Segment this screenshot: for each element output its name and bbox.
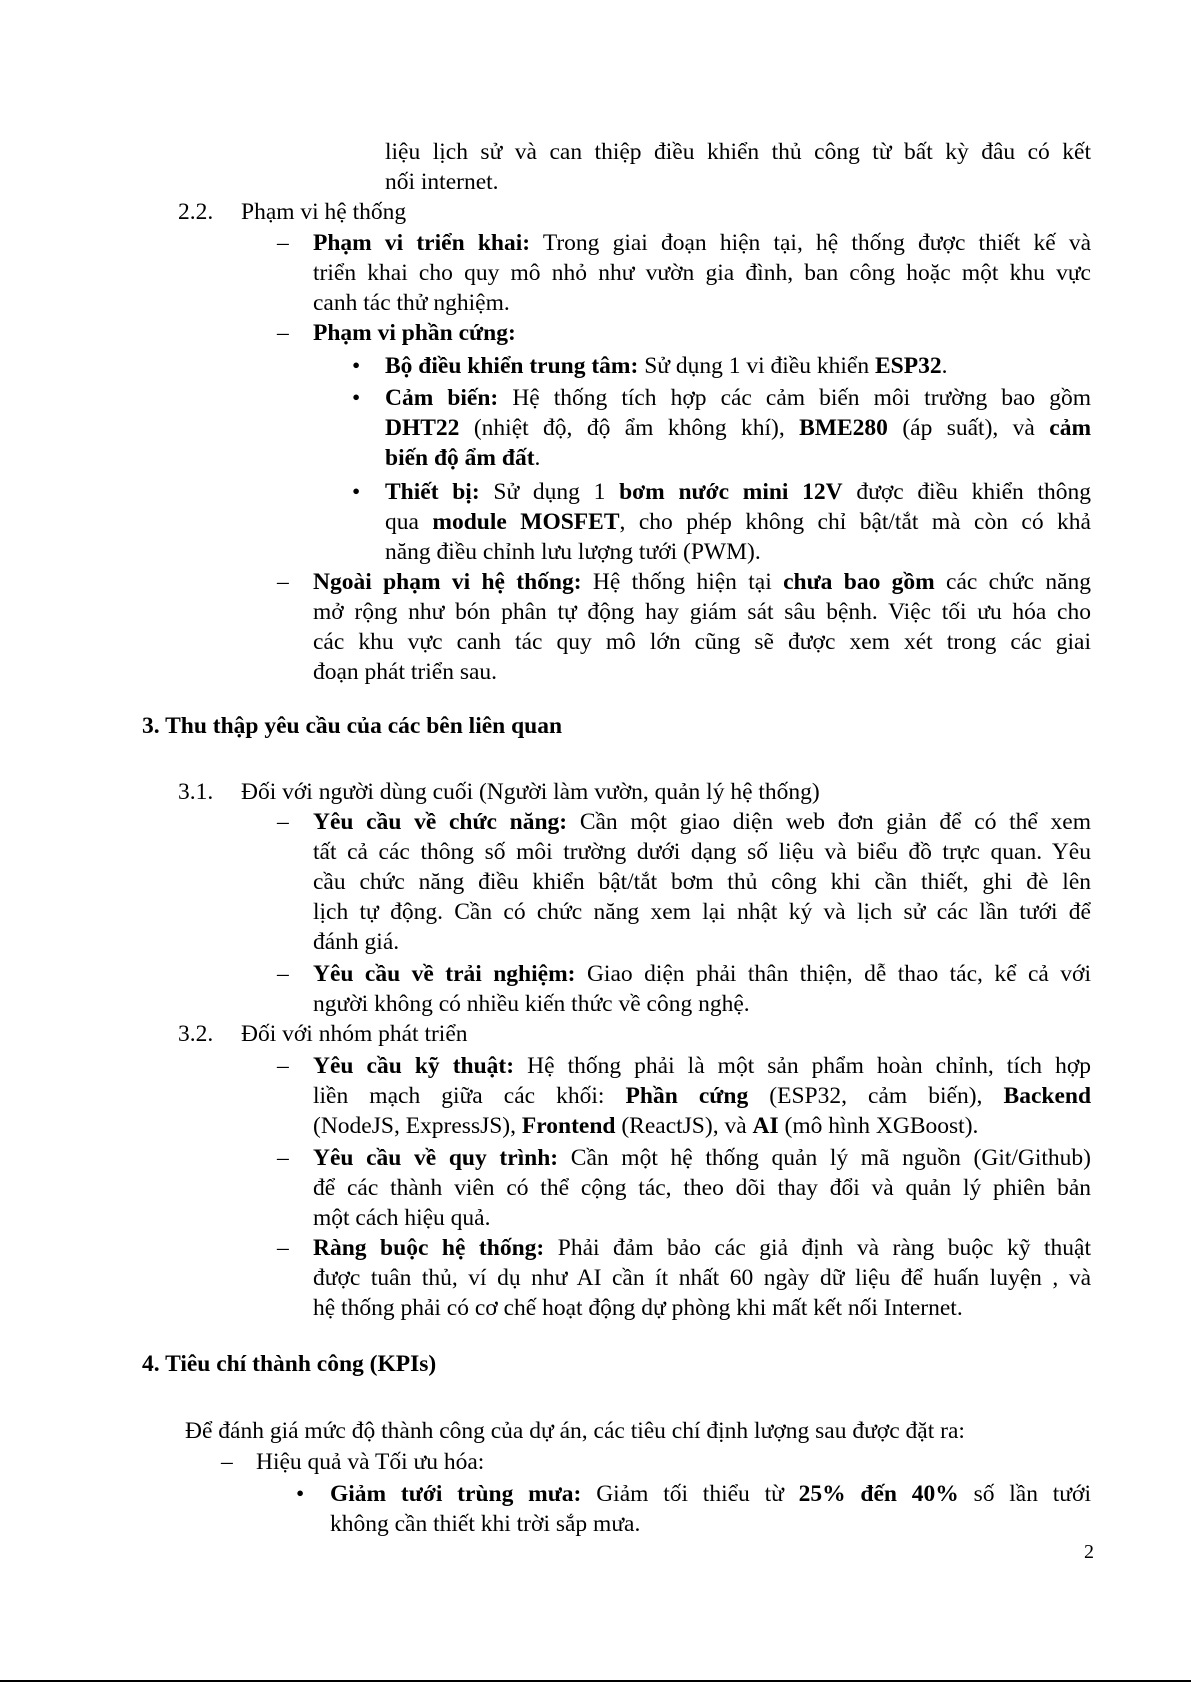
paragraph-line: người không có nhiều kiến thức về công nghệ. <box>313 991 750 1017</box>
dash-bullet: – <box>277 230 289 256</box>
section-heading-4: 4. Tiêu chí thành công (KPIs) <box>142 1351 437 1377</box>
list-item-device: Thiết bị: Sử dụng 1 bơm nước mini 12V được điều khiển thông <box>385 479 1092 505</box>
paragraph-line: được tuân thủ, ví dụ như AI cần ít nhất 60 ngày dữ liệu để huấn luyện , và <box>313 1265 1091 1291</box>
list-item-efficiency: Hiệu quả và Tối ưu hóa: <box>256 1449 485 1475</box>
list-item-rain: Giảm tưới trùng mưa: Giảm tối thiểu từ 25% đến 40% số lần tưới <box>330 1481 1092 1507</box>
paragraph-line: cầu chức năng điều khiển bật/tắt bơm thủ công khi cần thiết, ghi đè lên <box>313 869 1091 895</box>
paragraph-line: triển khai cho quy mô nhỏ như vườn gia đình, ban công hoặc một khu vực <box>313 260 1091 286</box>
paragraph-line: qua module MOSFET, cho phép không chỉ bật/tắt mà còn có khả <box>385 509 1091 535</box>
paragraph-line: đoạn phát triển sau. <box>313 659 498 685</box>
paragraph-line: hệ thống phải có cơ chế hoạt động dự phòng khi mất kết nối Internet. <box>313 1295 963 1321</box>
dash-bullet: – <box>277 961 289 987</box>
dash-bullet: – <box>277 320 289 346</box>
section-number: 3.1. <box>178 779 214 805</box>
bullet-dot: • <box>352 353 361 379</box>
list-item-deploy: Phạm vi triển khai: Trong giai đoạn hiện tại, hệ thống được thiết kế và <box>313 230 1092 256</box>
section-title: Phạm vi hệ thống <box>241 199 407 225</box>
paragraph-line: Để đánh giá mức độ thành công của dự án, các tiêu chí định lượng sau được đặt ra: <box>185 1418 965 1444</box>
dash-bullet: – <box>277 569 289 595</box>
bullet-dot: • <box>296 1481 305 1507</box>
paragraph-line: liền mạch giữa các khối: Phần cứng (ESP32, cảm biến), Backend <box>313 1083 1092 1109</box>
paragraph-line: canh tác thử nghiệm. <box>313 290 510 316</box>
paragraph-line: để các thành viên có thể cộng tác, theo dõi thay đổi và quản lý phiên bản <box>313 1175 1091 1201</box>
list-item-hardware: Phạm vi phần cứng: <box>313 320 516 346</box>
dash-bullet: – <box>277 1235 289 1261</box>
paragraph-line: các khu vực canh tác quy mô lớn cũng sẽ được xem xét trong các giai <box>313 629 1091 655</box>
list-item-constraints: Ràng buộc hệ thống: Phải đảm bảo các giả định và ràng buộc kỹ thuật <box>313 1235 1092 1261</box>
section-title: Đối với nhóm phát triển <box>241 1021 468 1047</box>
paragraph-line: không cần thiết khi trời sắp mưa. <box>330 1511 641 1537</box>
list-item-sensors: Cảm biến: Hệ thống tích hợp các cảm biến môi trường bao gồm <box>385 385 1091 411</box>
section-number: 3.2. <box>178 1021 214 1047</box>
list-item-out-of-scope: Ngoài phạm vi hệ thống: Hệ thống hiện tại chưa bao gồm các chức năng <box>313 569 1092 595</box>
dash-bullet: – <box>221 1449 233 1475</box>
list-item-experience: Yêu cầu về trải nghiệm: Giao diện phải thân thiện, dễ thao tác, kể cả với <box>313 961 1092 987</box>
list-item-functional: Yêu cầu về chức năng: Cần một giao diện web đơn giản để có thể xem <box>313 809 1092 835</box>
list-item-controller: Bộ điều khiển trung tâm: Sử dụng 1 vi điều khiển ESP32. <box>385 353 948 379</box>
list-item-technical: Yêu cầu kỹ thuật: Hệ thống phải là một sản phẩm hoàn chỉnh, tích hợp <box>313 1053 1092 1079</box>
section-heading-3: 3. Thu thập yêu cầu của các bên liên quan <box>142 713 563 739</box>
paragraph-line: nối internet. <box>385 169 499 195</box>
paragraph-line: mở rộng như bón phân tự động hay giám sát sâu bệnh. Việc tối ưu hóa cho <box>313 599 1091 625</box>
bullet-dot: • <box>352 385 361 411</box>
dash-bullet: – <box>277 1145 289 1171</box>
section-title: Đối với người dùng cuối (Người làm vườn, quản lý hệ thống) <box>241 779 820 805</box>
paragraph-line: một cách hiệu quả. <box>313 1205 491 1231</box>
list-item-process: Yêu cầu về quy trình: Cần một hệ thống quản lý mã nguồn (Git/Github) <box>313 1145 1092 1171</box>
paragraph-line: tất cả các thông số môi trường dưới dạng số liệu và biểu đồ trực quan. Yêu <box>313 839 1091 865</box>
paragraph-line: liệu lịch sử và can thiệp điều khiển thủ công từ bất kỳ đâu có kết <box>385 139 1091 165</box>
paragraph-line: lịch tự động. Cần có chức năng xem lại nhật ký và lịch sử các lần tưới để <box>313 899 1091 925</box>
page-number: 2 <box>1084 1541 1094 1563</box>
paragraph-line: DHT22 (nhiệt độ, độ ẩm không khí), BME280 (áp suất), và cảm <box>385 415 1092 441</box>
paragraph-line: biến độ ẩm đất. <box>385 445 541 471</box>
paragraph-line: đánh giá. <box>313 929 400 955</box>
bullet-dot: • <box>352 479 361 505</box>
dash-bullet: – <box>277 809 289 835</box>
paragraph-line: (NodeJS, ExpressJS), Frontend (ReactJS), và AI (mô hình XGBoost). <box>313 1113 979 1139</box>
footer-rule <box>0 1680 1191 1682</box>
dash-bullet: – <box>277 1053 289 1079</box>
section-number: 2.2. <box>178 199 214 225</box>
paragraph-line: năng điều chỉnh lưu lượng tưới (PWM). <box>385 539 761 565</box>
